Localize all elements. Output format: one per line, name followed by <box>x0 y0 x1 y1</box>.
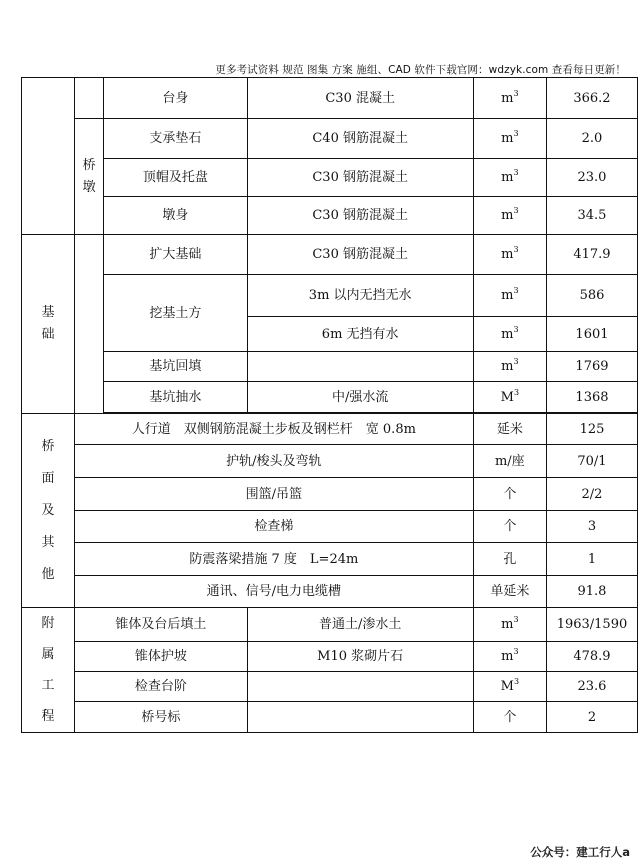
table-row <box>22 576 638 608</box>
item-unit: $m^3$ <box>473 197 546 235</box>
item-qty: 366.2 <box>546 78 637 119</box>
subcategory-cell <box>75 235 104 414</box>
table-row <box>22 511 638 543</box>
item-description: 围篮/吊篮 <box>75 478 474 511</box>
item-unit: $m^3$ <box>473 119 546 159</box>
item-name: 墩身 <box>104 197 247 235</box>
item-spec: C30 钢筋混凝土 <box>247 235 473 275</box>
item-qty: 23.0 <box>546 159 637 197</box>
subcategory-qiaodun: 桥 墩 <box>75 119 104 235</box>
item-name: 基坑回填 <box>104 352 247 382</box>
category-jichu: 基 础 <box>22 235 75 414</box>
page-header: 更多考试资料 规范 图集 方案 施组、CAD 软件下载官网：wdzyk.com 查看每日更新！ <box>215 64 626 76</box>
item-name: 检查台阶 <box>75 672 248 702</box>
item-unit: $M^3$ <box>473 382 546 413</box>
item-qty: 70/1 <box>546 445 637 478</box>
item-unit: m/座 <box>473 445 546 478</box>
item-qty: 478.9 <box>546 642 637 672</box>
subcategory-cell <box>75 78 104 119</box>
table-row <box>22 702 638 733</box>
item-description: 通讯、信号/电力电缆槽 <box>75 576 474 608</box>
item-qty: 1769 <box>546 352 637 382</box>
table-row <box>22 235 638 275</box>
category-fushu: 附 属 工 程 <box>22 608 75 733</box>
item-spec <box>247 672 473 702</box>
item-name: 支承垫石 <box>104 119 247 159</box>
table-row <box>22 642 638 672</box>
table-row <box>22 78 638 119</box>
item-name: 锥体及台后填土 <box>75 608 248 642</box>
quantity-table <box>21 77 638 733</box>
item-qty: 91.8 <box>546 576 637 608</box>
item-qty: 1 <box>546 543 637 576</box>
item-unit: 个 <box>473 511 546 543</box>
item-unit: 单延米 <box>473 576 546 608</box>
item-description: 人行道 双侧钢筋混凝土步板及钢栏杆 宽 0.8m <box>75 414 474 445</box>
footer-watermark: 公众号：建工行人a <box>530 845 630 859</box>
item-spec: C40 钢筋混凝土 <box>247 119 473 159</box>
table-row <box>22 414 638 445</box>
item-spec <box>247 352 473 382</box>
item-qty: 125 <box>546 414 637 445</box>
item-unit: 延米 <box>473 414 546 445</box>
item-spec: C30 钢筋混凝土 <box>247 197 473 235</box>
table-row <box>22 275 638 317</box>
item-spec: C30 钢筋混凝土 <box>247 159 473 197</box>
table-row <box>22 159 638 197</box>
item-qty: 1368 <box>546 382 637 413</box>
table-row <box>22 672 638 702</box>
item-unit: $m^3$ <box>473 275 546 317</box>
item-unit: $m^3$ <box>473 608 546 642</box>
item-spec: C30 混凝土 <box>247 78 473 119</box>
item-name: 挖基土方 <box>104 275 247 352</box>
item-qty: 2.0 <box>546 119 637 159</box>
table-row <box>22 478 638 511</box>
item-spec: 3m 以内无挡无水 <box>247 275 473 317</box>
item-name: 扩大基础 <box>104 235 247 275</box>
item-name: 锥体护坡 <box>75 642 248 672</box>
item-name: 顶帽及托盘 <box>104 159 247 197</box>
table-row <box>22 119 638 159</box>
item-unit: $m^3$ <box>473 642 546 672</box>
item-name: 台身 <box>104 78 247 119</box>
item-name: 基坑抽水 <box>104 382 247 413</box>
item-description: 检查梯 <box>75 511 474 543</box>
item-name: 桥号标 <box>75 702 248 733</box>
category-cell <box>22 78 75 235</box>
item-description: 防震落梁措施 7 度 L=24m <box>75 543 474 576</box>
table-row <box>22 608 638 642</box>
item-spec: 6m 无挡有水 <box>247 317 473 352</box>
item-spec <box>247 702 473 733</box>
table-row <box>22 197 638 235</box>
item-qty: 417.9 <box>546 235 637 275</box>
item-qty: 1963/1590 <box>546 608 637 642</box>
item-unit: $m^3$ <box>473 235 546 275</box>
item-unit: $M^3$ <box>473 672 546 702</box>
item-qty: 34.5 <box>546 197 637 235</box>
category-qiaomian: 桥 面 及 其 他 <box>22 414 75 608</box>
table-row <box>22 352 638 382</box>
item-description: 护轨/梭头及弯轨 <box>75 445 474 478</box>
item-unit: $m^3$ <box>473 317 546 352</box>
item-unit: $m^3$ <box>473 159 546 197</box>
table-row <box>22 382 638 413</box>
table-row <box>22 543 638 576</box>
item-qty: 2 <box>546 702 637 733</box>
item-spec: 中/强水流 <box>247 382 473 413</box>
item-qty: 1601 <box>546 317 637 352</box>
item-unit: $m^3$ <box>473 78 546 119</box>
item-spec: 普通土/渗水土 <box>247 608 473 642</box>
item-unit: 个 <box>473 478 546 511</box>
item-qty: 2/2 <box>546 478 637 511</box>
table-row <box>22 445 638 478</box>
item-qty: 586 <box>546 275 637 317</box>
item-unit: $m^3$ <box>473 352 546 382</box>
item-unit: 个 <box>473 702 546 733</box>
item-qty: 3 <box>546 511 637 543</box>
item-unit: 孔 <box>473 543 546 576</box>
item-qty: 23.6 <box>546 672 637 702</box>
item-spec: M10 浆砌片石 <box>247 642 473 672</box>
